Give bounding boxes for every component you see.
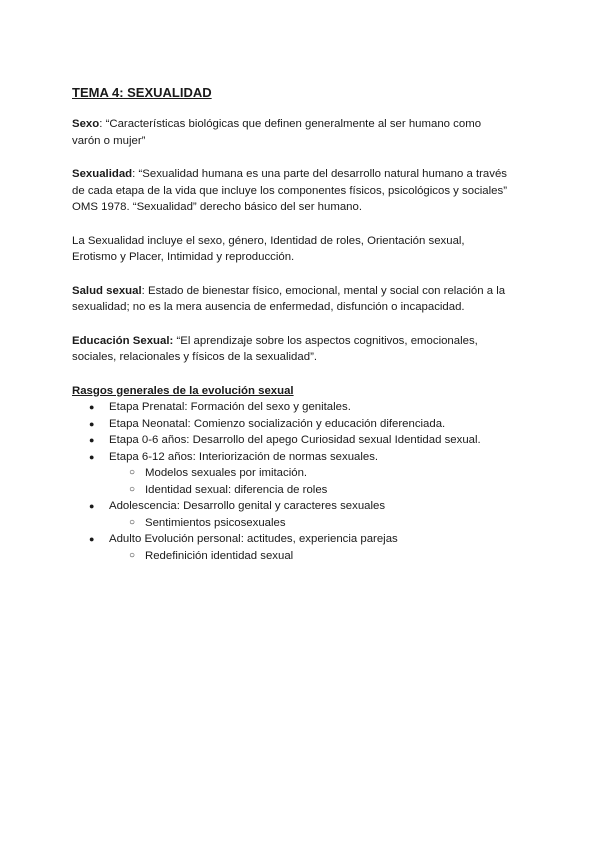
- bullet-icon: ●: [89, 402, 95, 412]
- list-item-text: Identidad sexual: diferencia de roles: [145, 483, 328, 496]
- sub-list-item: [72, 482, 510, 499]
- bullet-icon: ●: [89, 534, 95, 544]
- circle-bullet-icon: ○: [129, 549, 136, 561]
- text-sexo: : “Características biológicas que definen generalmente al ser humano como varón o mujer”: [72, 118, 482, 147]
- definition-sexualidad: [72, 166, 510, 216]
- term-sexualidad: Sexualidad: [72, 168, 133, 180]
- list-item-text: Etapa 6-12 años: Interiorización de normas sexuales.: [109, 450, 379, 463]
- list-item-text: Redefinición identidad sexual: [145, 549, 294, 562]
- bullet-icon: ●: [89, 418, 95, 429]
- section-heading-rasgos: Rasgos generales de la evolución sexual: [72, 384, 294, 397]
- list-item: [72, 432, 510, 449]
- list-item-text: Modelos sexuales por imitación.: [145, 467, 308, 479]
- definition-educacion-sexual: [72, 333, 510, 366]
- term-educacion-sexual: Educación Sexual:: [72, 334, 174, 347]
- sub-list-item: [72, 465, 510, 482]
- circle-bullet-icon: ○: [129, 467, 136, 478]
- list-item: [72, 416, 510, 433]
- list-item: [72, 531, 510, 548]
- bullet-icon: ●: [89, 435, 95, 445]
- text-sexualidad: : “Sexualidad humana es una parte del desarrollo natural humano a través de cada etapa de la vida que incluye los componentes físicos, psicológicos y sociales” OMS 1978. “Sexualidad” derecho básico del ser humano.: [72, 168, 507, 213]
- list-item: [72, 498, 510, 515]
- definition-salud-sexual: [72, 283, 510, 316]
- bullet-icon: ●: [89, 501, 95, 511]
- rasgos-list: [72, 399, 510, 564]
- paragraph-sexualidad-incluye: La Sexualidad incluye el sexo, género, Identidad de roles, Orientación sexual, Erotismo y Placer, Intimidad y reproducción.: [72, 234, 465, 263]
- list-item-text: Sentimientos psicosexuales: [145, 516, 286, 529]
- definition-sexo: [72, 116, 510, 149]
- list-item-text: Etapa 0-6 años: Desarrollo del apego Curiosidad sexual Identidad sexual.: [109, 434, 481, 446]
- sub-list-item: [72, 548, 510, 565]
- page-title: TEMA 4: SEXUALIDAD: [72, 85, 212, 100]
- document-body: [72, 116, 510, 564]
- text-salud-sexual: : Estado de bienestar físico, emocional, mental y social con relación a la sexualidad; no es la mera ausencia de enfermedad, disfunción o incapacidad.: [72, 284, 506, 313]
- list-item-text: Adolescencia: Desarrollo genital y caracteres sexuales: [109, 500, 386, 512]
- list-item-text: Etapa Neonatal: Comienzo socialización y educación diferenciada.: [109, 417, 446, 430]
- list-item-text: Adulto Evolución personal: actitudes, experiencia parejas: [109, 533, 398, 545]
- circle-bullet-icon: ○: [129, 483, 136, 495]
- list-item-text: Etapa Prenatal: Formación del sexo y genitales.: [109, 401, 351, 413]
- term-sexo: Sexo: [72, 118, 100, 130]
- circle-bullet-icon: ○: [129, 516, 136, 528]
- list-item: [72, 399, 510, 416]
- text-educacion-sexual: “El aprendizaje sobre los aspectos cognitivos, emocionales, sociales, relacionales y físicos de la sexualidad”.: [72, 334, 478, 363]
- term-salud-sexual: Salud sexual: [72, 284, 142, 297]
- list-item: [72, 449, 510, 466]
- bullet-icon: ●: [89, 451, 95, 462]
- sub-list-item: [72, 515, 510, 532]
